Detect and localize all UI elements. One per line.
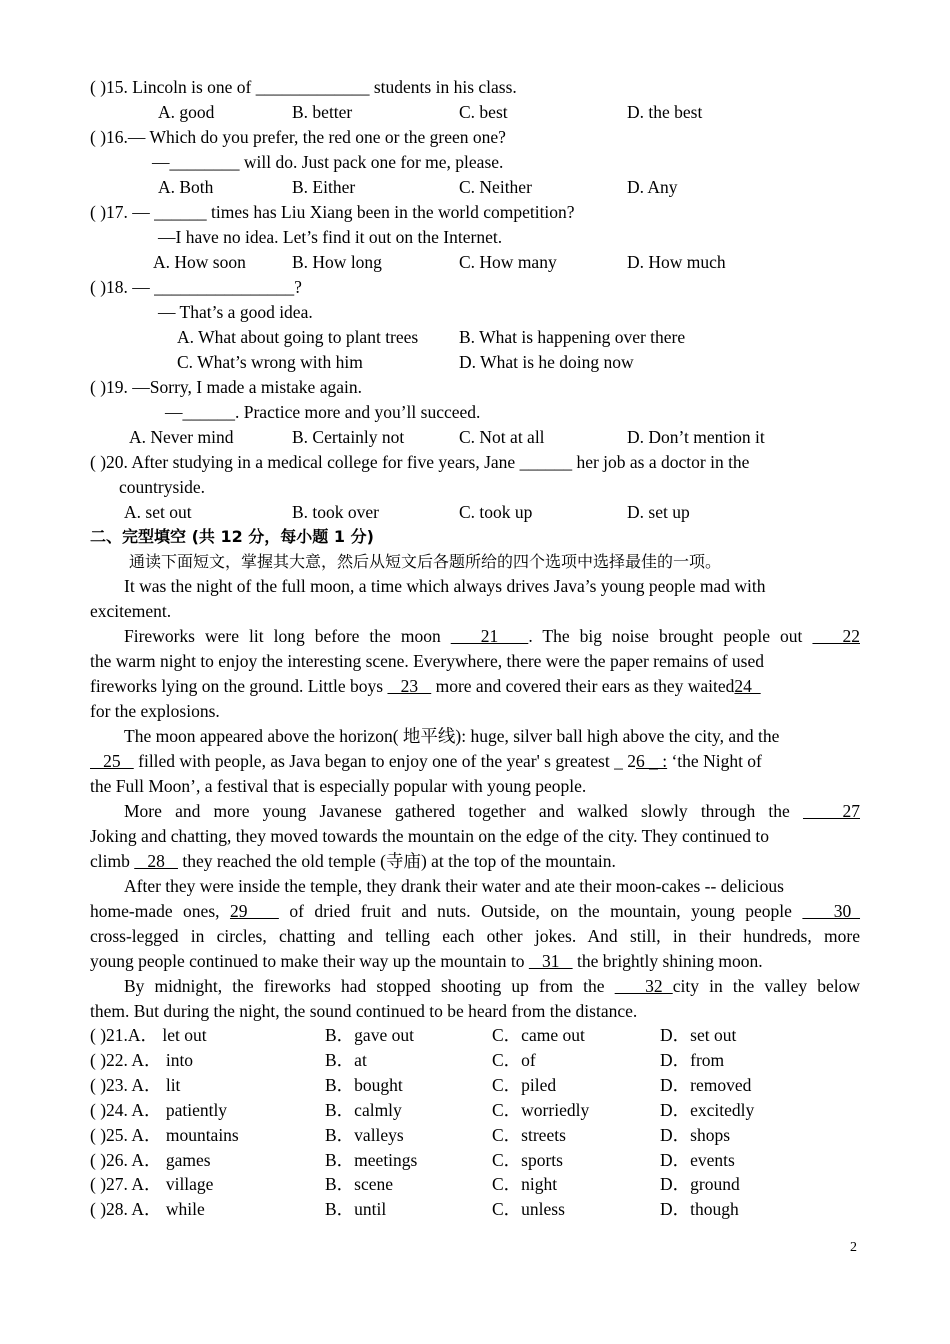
q20-option-d: D. set up	[627, 502, 690, 522]
q15-option-b: B. better	[292, 102, 353, 122]
cloze-21-c: C．came out	[492, 1025, 585, 1045]
passage-line: for the explosions.	[90, 701, 220, 721]
cloze-25-d: D．shops	[660, 1125, 731, 1145]
cloze-27-a: ( )27. A． village	[90, 1174, 214, 1194]
section-instruction: 通读下面短文，掌握其大意，然后从短文后各题所给的四个选项中选择最佳的一项。	[129, 552, 722, 571]
blank-24: 24	[734, 676, 761, 696]
blank-22: 22	[812, 626, 860, 646]
passage-line: It was the night of the full moon, a time which always drives Java’s young people mad with	[124, 576, 766, 596]
q16-option-b: B. Either	[292, 177, 356, 197]
q16-option-d: D. Any	[627, 177, 678, 197]
passage-line: the Full Moon’, a festival that is especially popular with young people.	[90, 776, 587, 796]
cloze-28-d: D．though	[660, 1199, 739, 1219]
section-heading: 二、完型填空 (共 12 分，每小题 1 分)	[90, 527, 374, 546]
question-17-reply: —I have no idea. Let’s find it out on the Internet.	[158, 227, 503, 247]
cloze-28-b: B．until	[325, 1199, 387, 1219]
cloze-24-d: D．excitedly	[660, 1100, 755, 1120]
cloze-22-b: B．at	[325, 1050, 367, 1070]
cloze-26-b: B．meetings	[325, 1150, 418, 1170]
passage-line: climb 28 they reached the old temple (寺庙) at the top of the mountain.	[90, 851, 616, 871]
page-number: 2	[850, 1240, 857, 1255]
passage-line: By midnight, the fireworks had stopped shooting up from the 32 city in the valley below	[124, 976, 861, 996]
q15-option-c: C. best	[459, 102, 508, 122]
passage-line: cross-legged in circles, chatting and telling each other jokes. And still, in their hundreds, more	[90, 926, 860, 946]
question-15-stem: ( )15. Lincoln is one of	[90, 77, 256, 97]
cloze-28-c: C．unless	[492, 1199, 565, 1219]
passage-line: More and more young Javanese gathered together and walked slowly through the 27	[124, 801, 860, 821]
cloze-25-c: C．streets	[492, 1125, 566, 1145]
passage-line: After they were inside the temple, they drank their water and ate their moon-cakes -- delicious	[124, 876, 784, 896]
passage-line: them. But during the night, the sound continued to be heard from the distance.	[90, 1001, 638, 1021]
question-15-stem-rest: students in his class.	[369, 77, 517, 97]
question-16-stem: ( )16.— Which do you prefer, the red one or the green one?	[90, 127, 506, 147]
cloze-21-b: B．gave out	[325, 1025, 414, 1045]
blank-31: 31	[528, 951, 573, 971]
q18-option-c: C. What’s wrong with him	[177, 352, 363, 372]
cloze-24-b: B．calmly	[325, 1100, 402, 1120]
q20-option-a: A. set out	[124, 502, 192, 522]
cloze-25-a: ( )25. A． mountains	[90, 1125, 239, 1145]
blank-28: 28	[134, 851, 178, 871]
q20-option-b: B. took over	[292, 502, 380, 522]
blank-21: 21	[450, 626, 529, 646]
passage-line: fireworks lying on the ground. Little boys 23 more and covered their ears as they waited24	[90, 676, 761, 696]
cloze-28-a: ( )28. A． while	[90, 1199, 205, 1219]
blank-30: 30	[802, 901, 861, 921]
q17-option-b: B. How long	[292, 252, 382, 272]
question-15	[90, 75, 517, 100]
q17-option-d: D. How much	[627, 252, 726, 272]
q15-option-a: A. good	[158, 102, 215, 122]
cloze-24-c: C．worriedly	[492, 1100, 590, 1120]
cloze-22-d: D．from	[660, 1050, 725, 1070]
passage-line: excitement.	[90, 601, 172, 621]
cloze-27-b: B．scene	[325, 1174, 394, 1194]
cloze-21-d: D．set out	[660, 1025, 737, 1045]
cloze-23-d: D．removed	[660, 1075, 752, 1095]
cloze-27-d: D．ground	[660, 1174, 740, 1194]
blank-23: 23	[387, 676, 432, 696]
q19-option-a: A. Never mind	[129, 427, 234, 447]
question-20-stem-cont: countryside.	[119, 477, 206, 497]
cloze-26-c: C．sports	[492, 1150, 563, 1170]
blank-25: 25	[90, 751, 134, 771]
cloze-24-a: ( )24. A． patiently	[90, 1100, 228, 1120]
q16-option-a: A. Both	[158, 177, 214, 197]
blank-27: 27	[802, 801, 860, 821]
cloze-22-a: ( )22. A． into	[90, 1050, 194, 1070]
cloze-23-b: B．bought	[325, 1075, 403, 1095]
passage-line: 25 filled with people, as Java began to enjoy one of the year' s greatest _ 26 _ : ‘the Night of	[90, 751, 762, 771]
question-15-blank: _____________	[255, 77, 370, 97]
cloze-23-c: C．piled	[492, 1075, 557, 1095]
cloze-27-c: C．night	[492, 1174, 558, 1194]
q19-option-d: D. Don’t mention it	[627, 427, 765, 447]
question-19-stem: ( )19. —Sorry, I made a mistake again.	[90, 377, 362, 397]
cloze-21-a: ( )21.A． let out	[90, 1025, 207, 1045]
q20-option-c: C. took up	[459, 502, 533, 522]
question-16-reply: —________ will do. Just pack one for me, please.	[152, 152, 504, 172]
passage-line: young people continued to make their way up the mountain to 31 the brightly shining moon.	[90, 951, 763, 971]
q17-option-c: C. How many	[459, 252, 557, 272]
cloze-22-c: C．of	[492, 1050, 536, 1070]
q17-option-a: A. How soon	[153, 252, 246, 272]
question-18-reply: — That’s a good idea.	[158, 302, 313, 322]
cloze-25-b: B．valleys	[325, 1125, 404, 1145]
passage-line: Fireworks were lit long before the moon 21 . The big noise brought people out 22	[124, 626, 860, 646]
q15-option-d: D. the best	[627, 102, 703, 122]
cloze-26-a: ( )26. A． games	[90, 1150, 211, 1170]
cloze-26-d: D．events	[660, 1150, 735, 1170]
q19-option-c: C. Not at all	[459, 427, 545, 447]
question-17-stem: ( )17. — ______ times has Liu Xiang been in the world competition?	[90, 202, 575, 222]
q18-option-a: A. What about going to plant trees	[177, 327, 419, 347]
question-18-stem: ( )18. — ________________?	[90, 277, 302, 297]
cloze-23-a: ( )23. A． lit	[90, 1075, 181, 1095]
passage-line: Joking and chatting, they moved towards the mountain on the edge of the city. They continued to	[90, 826, 769, 846]
q16-option-c: C. Neither	[459, 177, 532, 197]
blank-29: 29	[229, 901, 279, 921]
blank-26: 6 _ :	[635, 751, 668, 771]
passage-line: home-made ones, 29 of dried fruit and nuts. Outside, on the mountain, young people 30	[90, 901, 861, 921]
passage-line: The moon appeared above the horizon( 地平线): huge, silver ball high above the city, and the	[124, 726, 780, 746]
question-20-stem: ( )20. After studying in a medical college for five years, Jane ______ her job as a doctor in the	[90, 452, 750, 472]
blank-32: 32	[614, 976, 673, 996]
question-19-reply: —______. Practice more and you’ll succeed.	[165, 402, 481, 422]
q18-option-d: D. What is he doing now	[459, 352, 634, 372]
q18-option-b: B. What is happening over there	[459, 327, 686, 347]
q19-option-b: B. Certainly not	[292, 427, 405, 447]
passage-line: the warm night to enjoy the interesting scene. Everywhere, there were the paper remains of used	[90, 651, 764, 671]
